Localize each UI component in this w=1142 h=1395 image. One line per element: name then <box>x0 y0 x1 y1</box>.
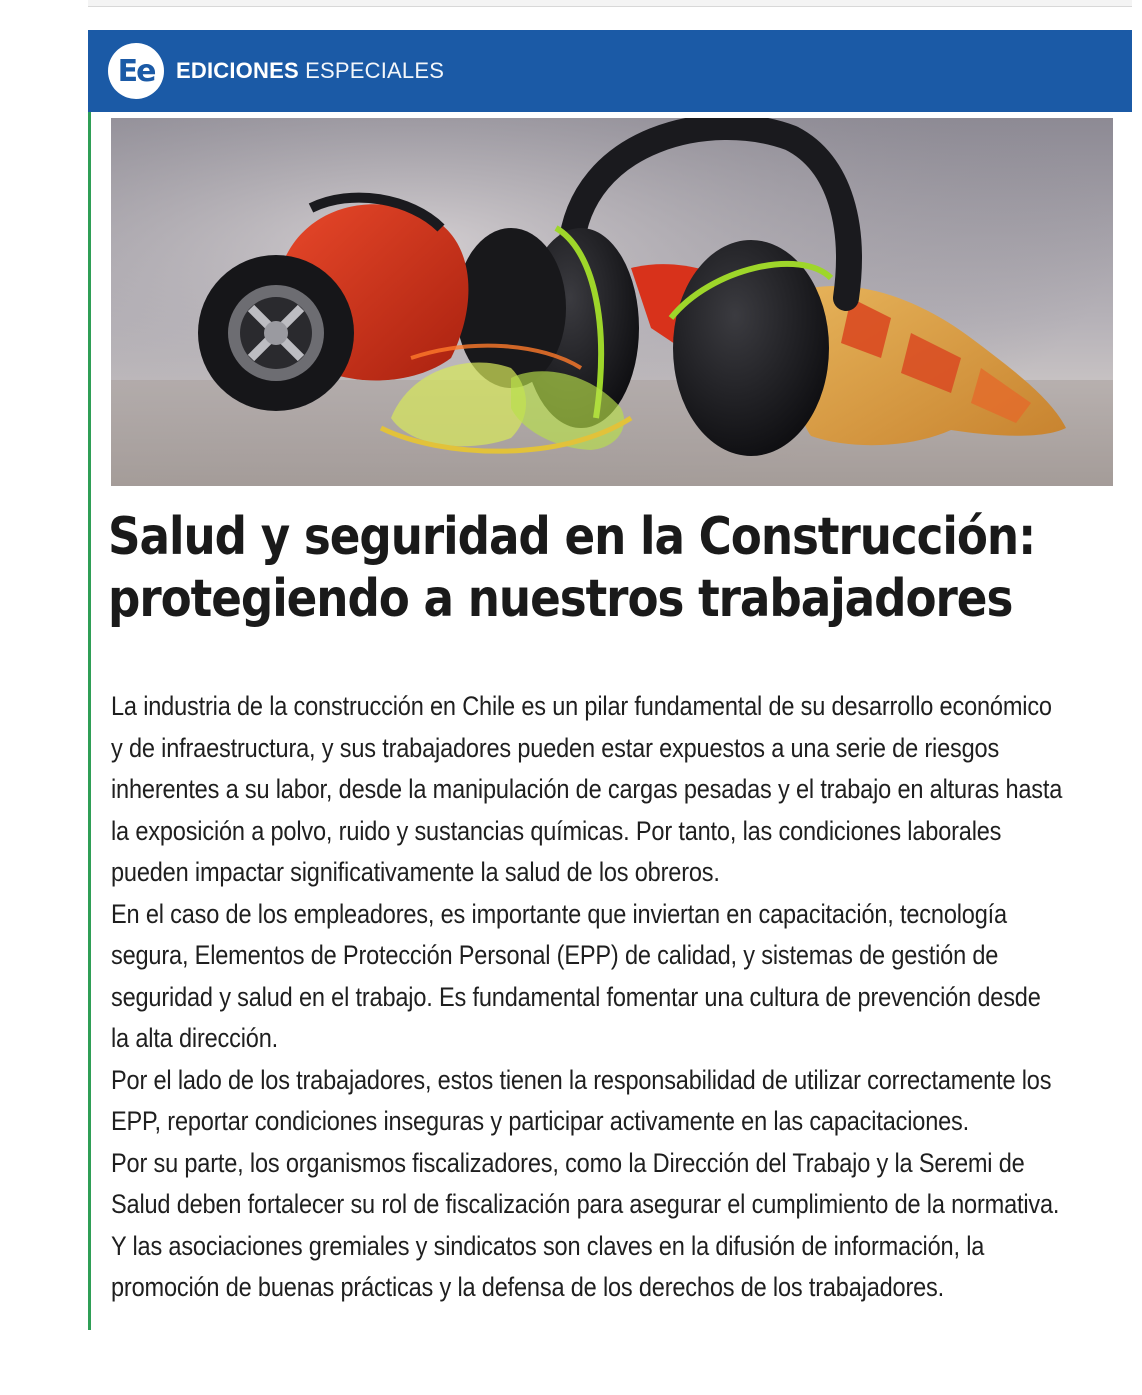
text-line: pueden impactar significativamente la salud de los obreros. <box>111 857 720 887</box>
text-line: Por el lado de los trabajadores, estos tienen la responsabilidad de utilizar correctamente los <box>111 1064 1052 1095</box>
paragraph-4 <box>111 1143 1105 1226</box>
text-line: y de infraestructura, y sus trabajadores pueden estar expuestos a una serie de riesgos <box>111 732 1000 763</box>
text-line: Salud deben fortalecer su rol de fiscalización para asegurar el cumplimiento de la normativa. <box>111 1189 1060 1219</box>
text-line: la exposición a polvo, ruido y sustancias químicas. Por tanto, las condiciones laborales <box>111 815 1002 846</box>
paragraph-2 <box>111 894 1105 1060</box>
section-name <box>176 58 444 84</box>
text-line: Por su parte, los organismos fiscalizadores, como la Dirección del Trabajo y la Seremi de <box>111 1147 1025 1178</box>
section-name-bold: EDICIONES <box>176 58 299 83</box>
safety-equipment-illustration <box>111 118 1113 486</box>
text-line: En el caso de los empleadores, es importante que inviertan en capacitación, tecnología <box>111 898 1007 929</box>
text-line: La industria de la construcción en Chile es un pilar fundamental de su desarrollo económico <box>111 691 1052 721</box>
top-rule <box>88 0 1132 7</box>
paragraph-5 <box>111 1226 1105 1309</box>
article-photo <box>111 118 1113 486</box>
section-header <box>88 30 1132 112</box>
article-title-line-1: Salud y seguridad en la Construcción: <box>108 507 1036 567</box>
logo-text: Ee <box>117 53 155 89</box>
text-line: la alta dirección. <box>111 1023 279 1053</box>
section-name-light: ESPECIALES <box>305 58 445 83</box>
ee-logo <box>108 43 164 99</box>
paragraph-3 <box>111 1060 1105 1143</box>
text-line: Y las asociaciones gremiales y sindicatos son claves en la difusión de información, la <box>111 1230 985 1261</box>
text-line: promoción de buenas prácticas y la defensa de los derechos de los trabajadores. <box>111 1272 945 1302</box>
text-line: seguridad y salud en el trabajo. Es fundamental fomentar una cultura de prevención desde <box>111 981 1041 1012</box>
text-line: EPP, reportar condiciones inseguras y participar activamente en las capacitaciones. <box>111 1106 970 1136</box>
article-title <box>108 506 1126 630</box>
text-line: inherentes a su labor, desde la manipulación de cargas pesadas y el trabajo en alturas hasta <box>111 774 1063 804</box>
text-line: segura, Elementos de Protección Personal (EPP) de calidad, y sistemas de gestión de <box>111 940 999 970</box>
article-title-line-2: protegiendo a nuestros trabajadores <box>108 569 1013 629</box>
article-body <box>111 686 1105 1309</box>
paragraph-1 <box>111 686 1105 894</box>
